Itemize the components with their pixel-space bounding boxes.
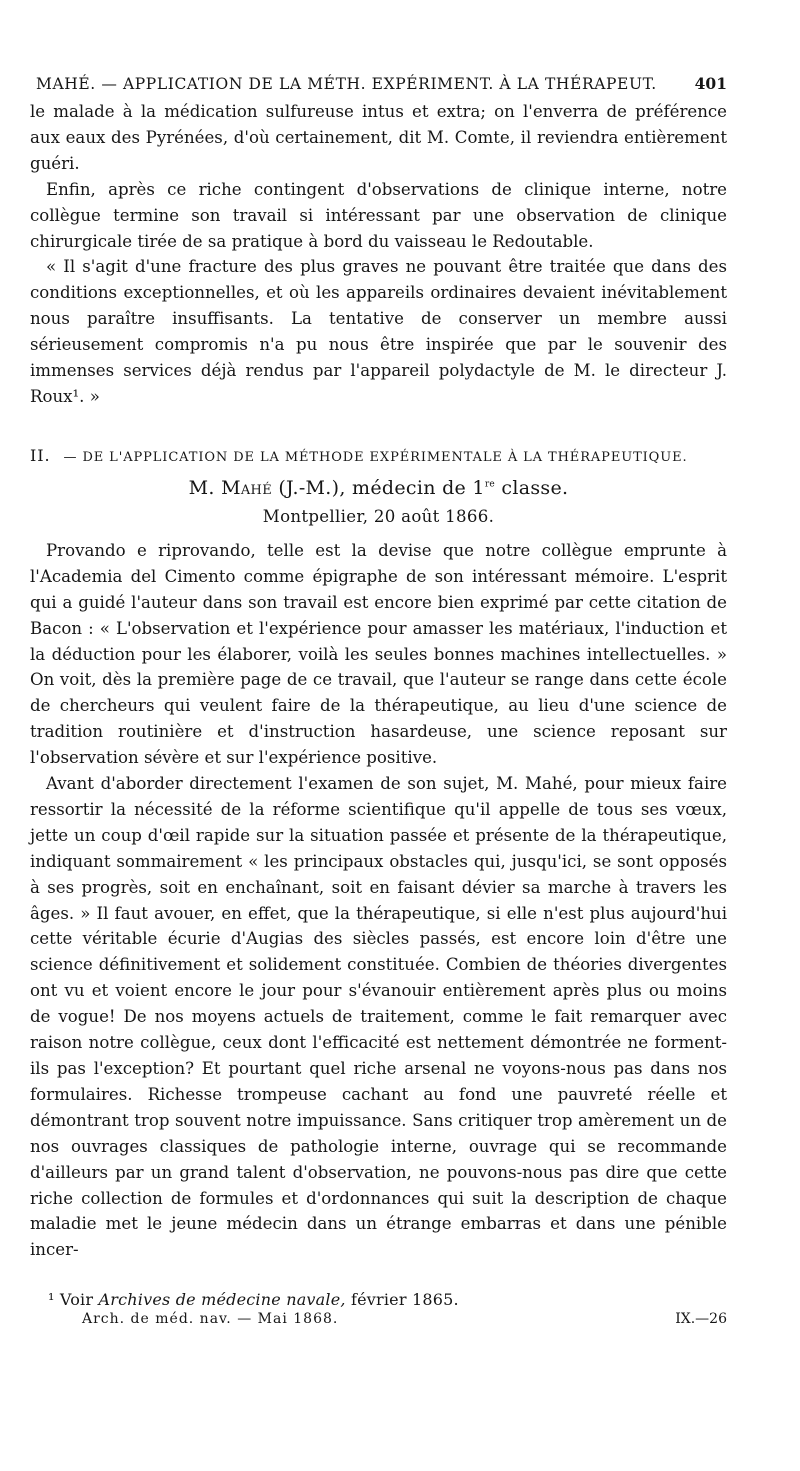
author-name: Mahé	[221, 476, 272, 499]
section-heading	[30, 446, 727, 465]
paragraph: « Il s'agit d'une fracture des plus graves ne pouvant être traitée que dans des conditions exceptionnelles, et où les appareils ordinaires devaient inévitablement nous paraître insuffisants. La tentative de conserver un membre aussi sérieusement compromis n'a pu nous être inspirée que par le souvenir des immenses services déjà rendus par l'appareil polydactyle de M. le directeur J. Roux¹. »	[30, 257, 727, 406]
page-footer	[30, 1311, 727, 1327]
footnote	[30, 1290, 727, 1309]
footnote-prefix: Voir	[59, 1290, 94, 1310]
author-line	[30, 477, 727, 499]
document-page	[30, 74, 727, 1327]
paragraph: le malade à la médication sulfureuse intus et extra; on l'enverra de préférence aux eaux des Pyrénées, d'où certainement, dit M. Comte, il reviendra entièrement guéri.	[30, 102, 727, 173]
running-header	[36, 74, 727, 93]
footnote-date: février 1865.	[350, 1290, 459, 1310]
text-block-top	[30, 99, 727, 410]
section-dash: —	[63, 449, 78, 465]
place-date: Montpellier, 20 août 1866.	[262, 506, 495, 526]
page-number: 401	[694, 74, 727, 93]
running-title: MAHÉ. — APPLICATION DE LA MÉTH. EXPÉRIMENT. À LA THÉRAPEUT.	[36, 75, 657, 93]
footer-journal: Arch. de méd. nav. — Mai 1868.	[82, 1311, 339, 1328]
paragraph: Avant d'aborder directement l'examen de son sujet, M. Mahé, pour mieux faire ressortir la nécessité de la réforme scientifique qu'il appelle de tous ses vœux, jette un coup d'œil rapide sur la situation passée et présente de la thérapeutique, indiquant sommairement « les principaux obstacles qui, jusqu'ici, se sont opposés à ses progrès, soit en enchaînant, soit en faisant dévier sa marche à travers les âges. » Il faut avouer, en effet, que la thérapeutique, si elle n'est plus aujourd'hui cette véritable écurie d'Augias des siècles passés, est encore loin d'être une science définitivement et solidement constituée. Combien de théories divergentes ont vu et voient encore le jour pour s'évanouir entièrement après plus ou moins de vogue! De nos moyens actuels de traitement, comme le fait remarquer avec raison notre collègue, ceux dont l'efficacité est nettement démontrée ne forment-ils pas l'exception? Et pourtant quel riche arsenal ne voyons-nous pas dans nos formulaires. Richesse trompeuse cachant au fond une pauvreté réelle et démontrant trop souvent notre impuissance. Sans critiquer trop amèrement un de nos ouvrages classiques de pathologie interne, ouvrage qui se recommande d'ailleurs par un grand talent d'observation, ne pouvons-nous pas dire que cette riche collection de formules et d'ordonnances qui suit la description de chaque maladie met le jeune médecin dans un étrange embarras et dans une pénible incer-	[30, 774, 727, 1260]
footnote-title: Archives de médecine navale,	[98, 1290, 346, 1310]
paragraph: Enfin, après ce riche contingent d'observations de clinique interne, notre collègue termine son travail si intéressant par une observation de clinique chirurgicale tirée de sa pratique à bord du vaisseau le Redoutable.	[30, 179, 727, 251]
paragraph: Provando e riprovando, telle est la devise que notre collègue emprunte à l'Academia del Cimento comme épigraphe de son intéressant mémoire. L'esprit qui a guidé l'auteur dans son travail est encore bien exprimé par cette citation de Bacon : « L'observation et l'expérience pour amasser les matériaux, l'induction et la déduction pour les élaborer, voilà les seules bonnes machines intellectuelles. » On voit, dès la première page de ce travail, que l'auteur se range dans cette école de chercheurs qui veulent faire de la thérapeutique, au lieu d'une science de tradition routinière et d'instruction hasardeuse, une science reposant sur l'observation sévère et sur l'expérience positive.	[30, 540, 727, 768]
footer-signature: IX.—26	[675, 1311, 727, 1328]
author-class: classe.	[501, 476, 569, 499]
author-prefix: M.	[188, 476, 215, 499]
text-block-body	[30, 538, 727, 1263]
author-details: (J.-M.), médecin de 1	[278, 476, 485, 499]
author-superscript: re	[484, 479, 496, 490]
section-title: DE L'APPLICATION DE LA MÉTHODE EXPÉRIMENTALE À LA THÉRAPEUTIQUE.	[82, 449, 688, 465]
footnote-marker: ¹	[48, 1290, 55, 1310]
section-number: II.	[30, 445, 51, 465]
